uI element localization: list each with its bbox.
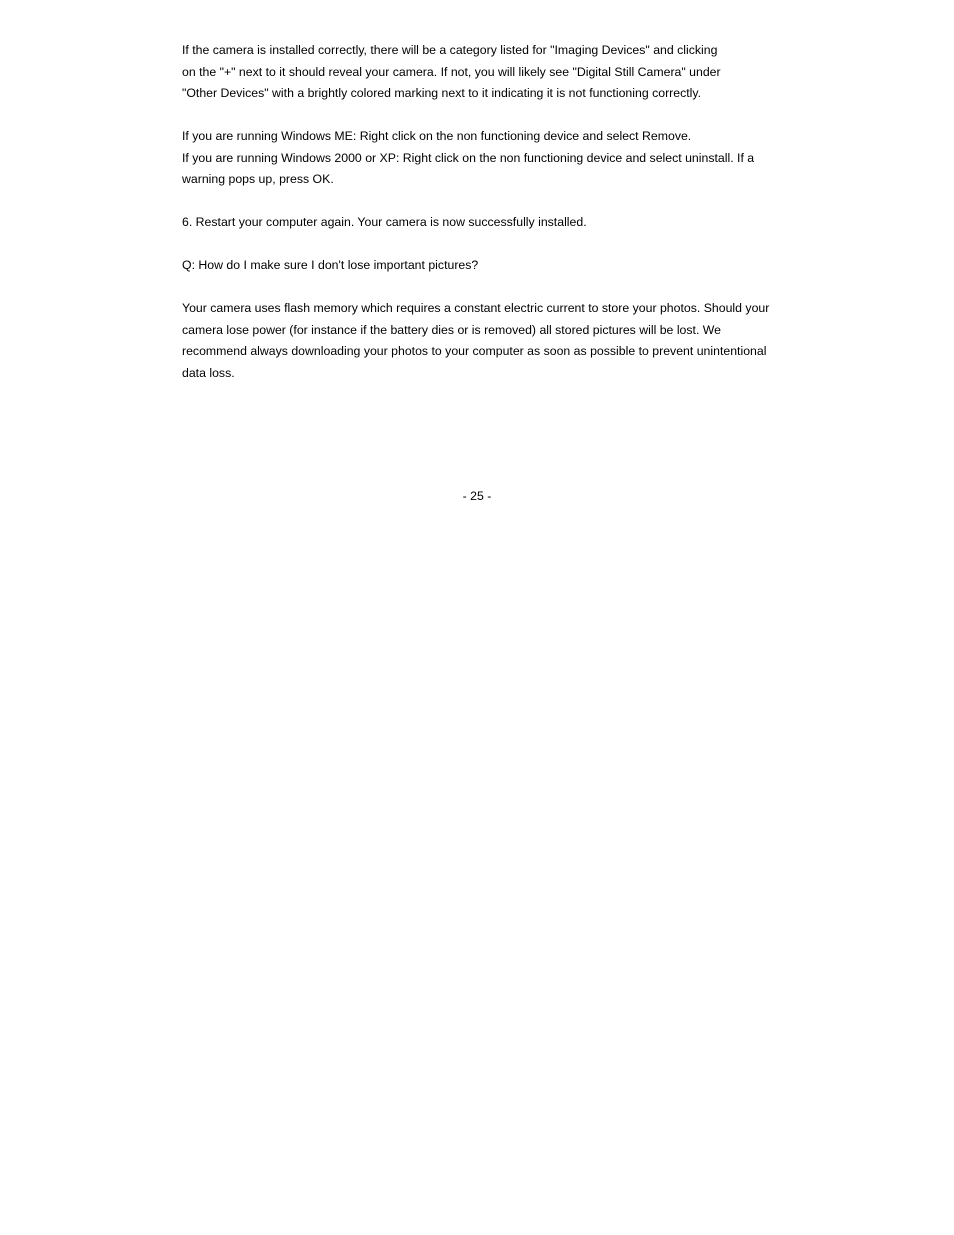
paragraph-windows-instructions — [182, 126, 792, 191]
text-line: Q: How do I make sure I don't lose important pictures? — [182, 258, 479, 272]
text-line: Your camera uses flash memory which requires a constant electric current to store your photos. Should your — [182, 301, 770, 315]
text-line: "Other Devices" with a brightly colored marking next to it indicating it is not functioning correctly. — [182, 86, 702, 100]
page-number: - 25 - — [462, 489, 492, 503]
text-line: If you are running Windows 2000 or XP: Right click on the non functioning device and select uninstall. If a — [182, 150, 755, 165]
paragraph-question — [182, 255, 792, 277]
text-line: If the camera is installed correctly, there will be a category listed for "Imaging Devices" and clicking — [182, 43, 718, 57]
text-line: warning pops up, press OK. — [182, 172, 334, 186]
document-body — [182, 40, 792, 406]
text-line: If you are running Windows ME: Right click on the non functioning device and select Remove. — [182, 129, 692, 143]
paragraph-answer — [182, 298, 792, 384]
text-line: recommend always downloading your photos to your computer as soon as possible to prevent unintentional — [182, 344, 767, 358]
paragraph-imaging-devices — [182, 40, 792, 105]
paragraph-restart-step — [182, 212, 792, 234]
text-line: on the "+" next to it should reveal your camera. If not, you will likely see "Digital Still Camera" under — [182, 64, 721, 79]
text-line: data loss. — [182, 365, 235, 380]
text-line: camera lose power (for instance if the battery dies or is removed) all stored pictures will be lost. We — [182, 322, 722, 337]
text-line: 6. Restart your computer again. Your camera is now successfully installed. — [182, 215, 587, 229]
